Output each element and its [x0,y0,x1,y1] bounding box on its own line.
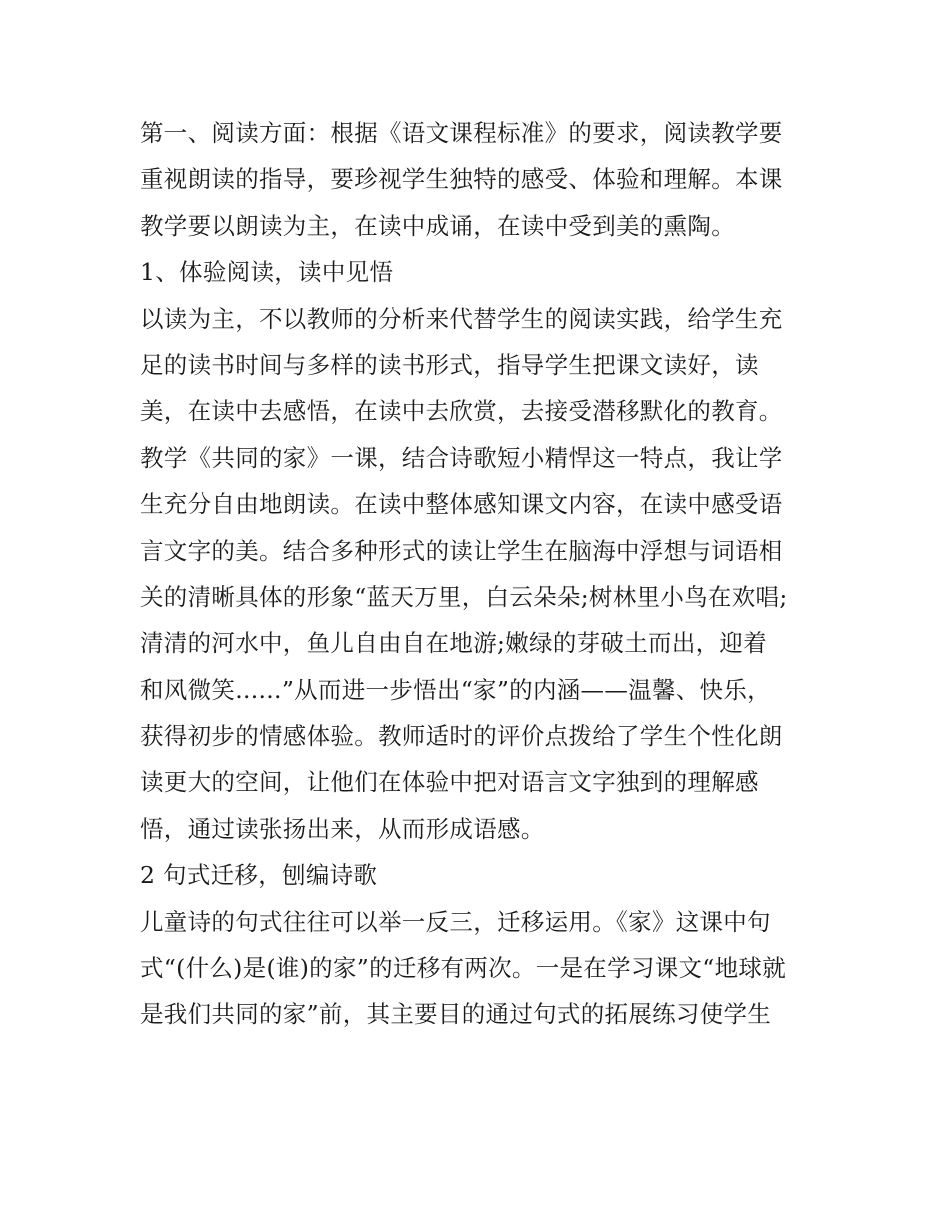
paragraph-line: 以读为主，不以教师的分析来代替学生的阅读实践，给学生充 [140,304,783,333]
paragraph-line: 清清的河水中，鱼儿自由自在地游;嫩绿的芽破土而出，迎着 [140,629,768,658]
paragraph-line: 言文字的美。结合多种形式的读让学生在脑海中浮想与词语相 [140,536,783,565]
paragraph-line: 关的清晰具体的形象“蓝天万里，白云朵朵;树林里小鸟在欢唱; [140,582,788,611]
paragraph-line: 读更大的空间，让他们在体验中把对语言文字独到的理解感 [140,768,759,797]
section-heading: 2 句式迁移，刨编诗歌 [140,861,378,890]
paragraph-line: 是我们共同的家”前，其主要目的通过句式的拓展练习使学生 [140,1000,772,1029]
paragraph-line: 式“(什么)是(谁)的家”的迁移有两次。一是在学习课文“地球就 [140,954,787,983]
document-body [140,110,830,1038]
paragraph-line: 教学要以朗读为主，在读中成诵，在读中受到美的熏陶。 [140,211,735,240]
paragraph-line: 美，在读中去感悟，在读中去欣赏，去接受潜移默化的教育。 [140,397,783,426]
paragraph-line: 和风微笑......”从而进一步悟出“家”的内涵——温馨、快乐， [140,675,771,704]
section-heading: 1、体验阅读，读中见悟 [140,258,394,287]
paragraph-line: 教学《共同的家》一课，结合诗歌短小精悍这一特点，我让学 [140,443,783,472]
paragraph-line: 悟，通过读张扬出来，从而形成语感。 [140,814,545,843]
paragraph-line: 第一、阅读方面：根据《语文课程标准》的要求，阅读教学要 [140,119,783,147]
paragraph-line: 重视朗读的指导，要珍视学生独特的感受、体验和理解。本课 [140,165,783,194]
paragraph-line: 儿童诗的句式往往可以举一反三，迁移运用。《家》这课中句 [140,907,771,936]
paragraph-line: 足的读书时间与多样的读书形式，指导学生把课文读好，读 [140,350,759,379]
paragraph-line: 获得初步的情感体验。教师适时的评价点拨给了学生个性化朗 [140,722,783,751]
paragraph-line: 生充分自由地朗读。在读中整体感知课文内容，在读中感受语 [140,490,783,519]
